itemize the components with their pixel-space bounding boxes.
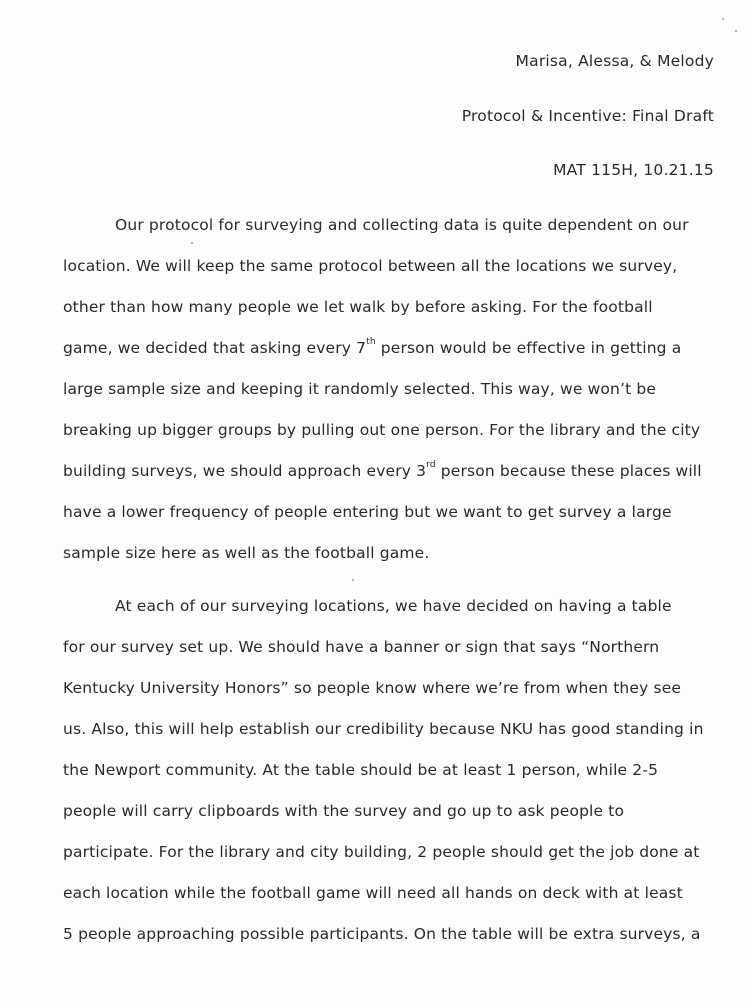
p2-line-3: Kentucky University Honors” so people know where we’re from when they see [63, 679, 682, 697]
p2-line-1: At each of our surveying locations, we have decided on having a table [115, 597, 672, 615]
course-date-line: MAT 115H, 10.21.15 [553, 161, 714, 179]
p1-line-7 [63, 462, 702, 480]
p2-line-6: people will carry clipboards with the survey and go up to ask people to [63, 802, 625, 820]
p1-line-7-sup: rd [426, 460, 436, 470]
p1-line-8: have a lower frequency of people entering but we want to get survey a large [63, 503, 672, 521]
scan-speck [191, 242, 193, 244]
p1-line-1: Our protocol for surveying and collecting data is quite dependent on our [115, 216, 689, 234]
scan-speck [722, 18, 724, 20]
p1-line-5: large sample size and keeping it randomly selected. This way, we won’t be [63, 380, 657, 398]
title-line: Protocol & Incentive: Final Draft [461, 107, 714, 125]
p1-line-6: breaking up bigger groups by pulling out one person. For the library and the city [63, 421, 701, 439]
p1-line-4-sup: th [366, 337, 376, 347]
p1-line-3: other than how many people we let walk by before asking. For the football [63, 298, 653, 316]
p1-line-4-end: person would be effective in getting a [375, 339, 682, 357]
p2-line-8: each location while the football game will need all hands on deck with at least [63, 884, 683, 902]
p1-line-4 [63, 339, 681, 357]
p2-line-2: for our survey set up. We should have a banner or sign that says “Northern [63, 638, 660, 656]
p2-line-7: participate. For the library and city building, 2 people should get the job done at [63, 843, 700, 861]
p1-line-4-start: game, we decided that asking every 7 [63, 339, 367, 357]
p2-line-9: 5 people approaching possible participants. On the table will be extra surveys, a [63, 925, 701, 943]
p1-line-9: sample size here as well as the football game. [63, 544, 430, 562]
scan-speck [735, 30, 737, 32]
authors-line: Marisa, Alessa, & Melody [515, 52, 714, 70]
p2-line-5: the Newport community. At the table should be at least 1 person, while 2-5 [63, 761, 659, 779]
p1-line-7-start: building surveys, we should approach every 3 [63, 462, 427, 480]
p1-line-7-end: person because these places will [435, 462, 702, 480]
p1-line-2: location. We will keep the same protocol between all the locations we survey, [63, 257, 678, 275]
p2-line-4: us. Also, this will help establish our credibility because NKU has good standing in [63, 720, 704, 738]
scan-speck [352, 579, 354, 581]
